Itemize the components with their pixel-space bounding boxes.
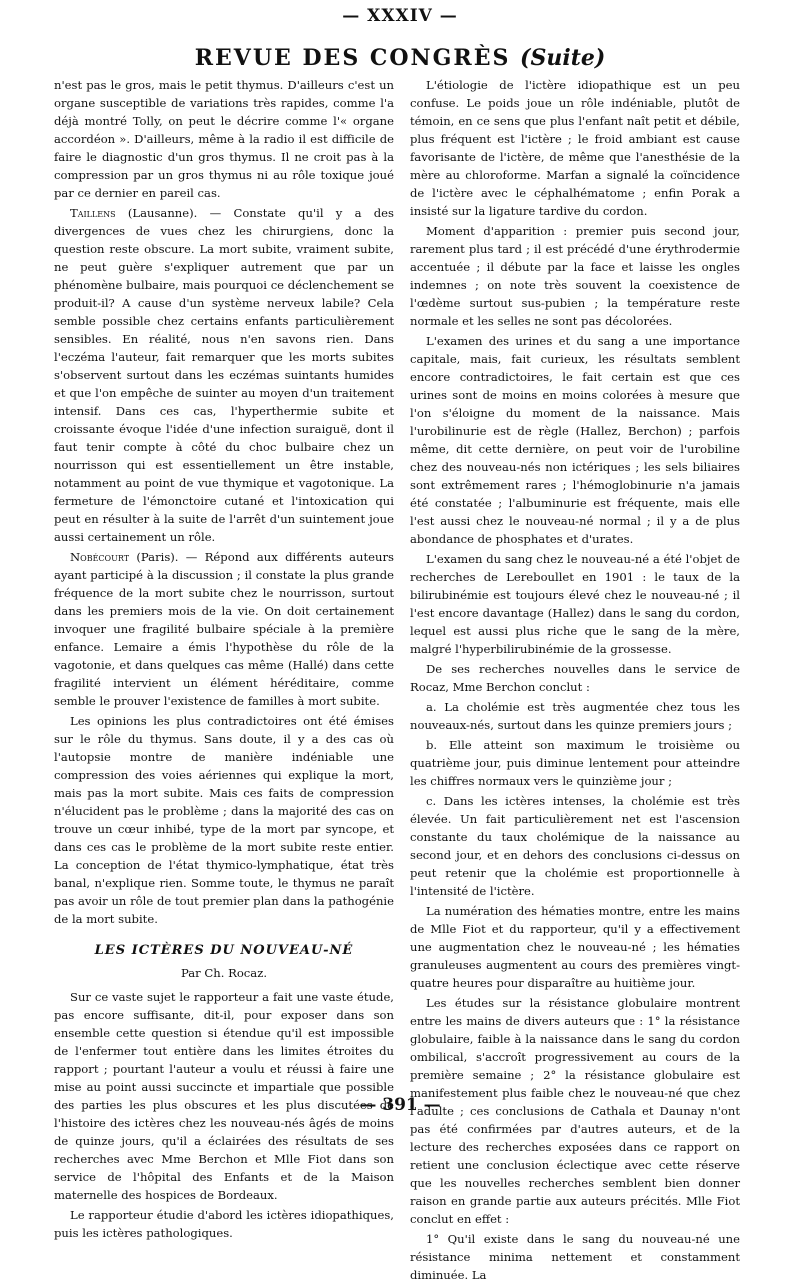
list-item: b. Elle atteint son maximum le troisième ou quatrième jour, puis diminue lentement pour atteindre les chiffres normaux vers le quinzième jour ;: [410, 738, 740, 788]
paragraph: n'est pas le gros, mais le petit thymus. D'ailleurs c'est un organe susceptible de variations très rapides, comme l'a déjà montré Tolly, on peut le décrire comme l'« organe accordéon ». D'ailleurs, même à la radio il est difficile de faire le diagnostic d'un gros thymus. Il ne croit pas à la compression par un gros thymus ni au rôle toxique joué par ce dernier en pareil cas.: [54, 78, 394, 200]
author-name: Taillens: [70, 206, 116, 220]
page-number: — 391 —: [359, 1095, 441, 1115]
section-author: Par Ch. Rocaz.: [180, 966, 268, 980]
page-roman-numeral: — XXXIV —: [342, 6, 458, 26]
paragraph: 1° Qu'il existe dans le sang du nouveau-né une résistance minima nettement et constamment diminuée. La: [410, 1232, 740, 1282]
journal-title: REVUE DES CONGRÈS: [194, 45, 511, 71]
paragraph: L'examen du sang chez le nouveau-né a été l'objet de recherches de Lereboullet en 1901 : le taux de la bilirubinémie est toujours élevé chez le nouveau-né ; il l'est encore davantage (Hallez) dans le sang du cordon, lequel est aussi plus riche que le sang de la mère, malgré l'hyperbilirubinémie de la grossesse.: [410, 552, 740, 656]
list-item: a. La cholémie est très augmentée chez tous les nouveaux-nés, surtout dans les quinze premiers jours ;: [410, 700, 740, 732]
paragraph: De ses recherches nouvelles dans le service de Rocaz, Mme Berchon conclut :: [410, 662, 740, 694]
running-title: [0, 45, 800, 71]
list-item: c. Dans les ictères intenses, la cholémie est très élevée. Un fait particulièrement net est l'ascension constante du taux cholémique de la naissance au second jour, et en dehors des conclusions ci-dessus on peut retenir que la cholémie est proportionnelle à l'intensité de l'ictère.: [410, 794, 740, 898]
paragraph: [54, 548, 394, 710]
section-title: LES ICTÈRES DU NOUVEAU-NÉ: [94, 943, 354, 958]
left-column: [54, 76, 394, 1244]
paragraph-text: (Lausanne). — Constate qu'il y a des divergences de vues chez les chirurgiens, donc la question reste obscure. La mort subite, vraiment subite, ne peut guère s'expliquer autrement que par un phénomène bulbaire, mais pourquoi ce déclenchement se produit-il? A cause d'un système nerveux labile? Cela semble possible chez certains enfants particulièrement sensibles. En réalité, nous n'en savons rien. Dans l'eczéma l'auteur, fait remarquer que les morts subites s'observent surtout dans les eczémas suintants humides et que l'on empêche de suinter au moyen d'un traitement intensif. Dans ces cas, l'hyperthermie subite et croissante évoque l'idée d'une infection suraiguë, dont il faut tenir compte à côté du choc bulbaire chez un nourrisson qui est essentiellement un être instable, notamment au point de vue thymique et vagotonique. La fermeture de l'émonctoire cutané et l'intoxication qui peut en résulter à la suite de l'arrêt d'un suintement joue aussi certainement un rôle.: [54, 206, 394, 544]
paragraph: L'examen des urines et du sang a une importance capitale, mais, fait curieux, les résultats semblent encore contradictoires, le fait certain est que ces urines sont de moins en moins colorées à mesure que l'on s'éloigne du moment de la naissance. Mais l'urobilinurie est de règle (Hallez, Berchon) ; parfois même, dit cette dernière, on peut voir de l'urobiline chez des nouveau-nés non ictériques ; les sels biliaires sont extrêmement rares ; l'hémoglobinurie n'a jamais été constatée ; l'albuminurie est fréquente, mais elle l'est aussi chez le nouveau-né normal ; il y a de plus abondance de phosphates et d'urates.: [410, 334, 740, 546]
paragraph: Les opinions les plus contradictoires ont été émises sur le rôle du thymus. Sans doute, il y a des cas où l'autopsie montre de manière indéniable une compression des voies aériennes qui explique la mort, mais pas la mort subite. Mais ces faits de compression n'élucident pas le problème ; dans la majorité des cas on trouve un cœur inhibé, type de la mort par syncope, et dans ces cas le problème de la mort subite reste entier. La conception de l'état thymico-lymphatique, état très banal, n'explique rien. Somme toute, le thymus ne paraît pas avoir un rôle de tout premier plan dans la pathogénie de la mort subite.: [54, 714, 394, 926]
title-suffix: (Suite): [520, 45, 606, 71]
author-name: Nobécourt: [70, 550, 130, 564]
paragraph: L'étiologie de l'ictère idiopathique est un peu confuse. Le poids joue un rôle indéniable, plutôt de témoin, en ce sens que plus l'enfant naît petit et débile, plus fréquent est l'ictère ; le froid ambiant est cause favorisante de l'ictère, de même que l'anesthésie de la mère au chloroforme. Marfan a signalé la coïncidence de l'ictère avec le céphalhématome ; enfin Porak a insisté sur la ligature tardive du cordon.: [410, 78, 740, 218]
paragraph: Moment d'apparition : premier puis second jour, rarement plus tard ; il est précédé d'une érythrodermie accentuée ; il débute par la face et laisse les ongles indemnes ; on note très souvent la coexistence de l'œdème surtout sus-pubien ; la température reste normale et les selles ne sont pas décolorées.: [410, 224, 740, 328]
paragraph: Sur ce vaste sujet le rapporteur a fait une vaste étude, pas encore suffisante, dit-il, pour exposer dans son ensemble cette question si étendue qu'il est impossible de l'enfermer tout entière dans les limites étroites du rapport ; pourtant l'auteur a voulu et réussi à faire une mise au point aussi succincte et impartiale que possible des parties les plus obscures et les plus discutées de l'histoire des ictères chez les nouveau-nés âgés de moins de quinze jours, qu'il a éclairées des résultats de ses recherches avec Mme Berchon et Mlle Fiot dans son service de l'hôpital des Enfants et de la Maison maternelle des hospices de Bordeaux.: [54, 990, 394, 1202]
paragraph: [54, 204, 394, 546]
paragraph: Les études sur la résistance globulaire montrent entre les mains de divers auteurs que : 1° la résistance globulaire, faible à la naissance dans le sang du cordon ombilical, s'accroît progressivement au cours de la première semaine ; 2° la résistance globulaire est manifestement plus faible chez le nouveau-né que chez l'adulte ; ces conclusions de Cathala et Daunay n'ont pas été confirmées par d'autres auteurs, et de la lecture des recherches exposées dans ce rapport on retient une conclusion éclectique avec cette réserve que les nouvelles recherches semblent bien donner raison en grande partie aux auteurs précités. Mlle Fiot conclut en effet :: [410, 996, 740, 1226]
paragraph-text: (Paris). — Répond aux différents auteurs ayant participé à la discussion ; il constate la plus grande fréquence de la mort subite chez le nourrisson, surtout dans les premiers mois de la vie. On doit certainement invoquer une fragilité bulbaire spéciale à la première enfance. Lemaire a émis l'hypothèse du rôle de la vagotonie, et dans quelques cas même (Hallé) dans cette fragilité intervient un élément héréditaire, comme semble le prouver l'existence de familles à mort subite.: [54, 550, 394, 708]
paragraph: Le rapporteur étudie d'abord les ictères idiopathiques, puis les ictères pathologiques.: [54, 1208, 394, 1240]
paragraph: La numération des hématies montre, entre les mains de Mlle Fiot et du rapporteur, qu'il y a effectivement une augmentation chez le nouveau-né ; les hématies granuleuses augmentent au cours des premières vingt-quatre heures pour disparaître au huitième jour.: [410, 904, 740, 990]
